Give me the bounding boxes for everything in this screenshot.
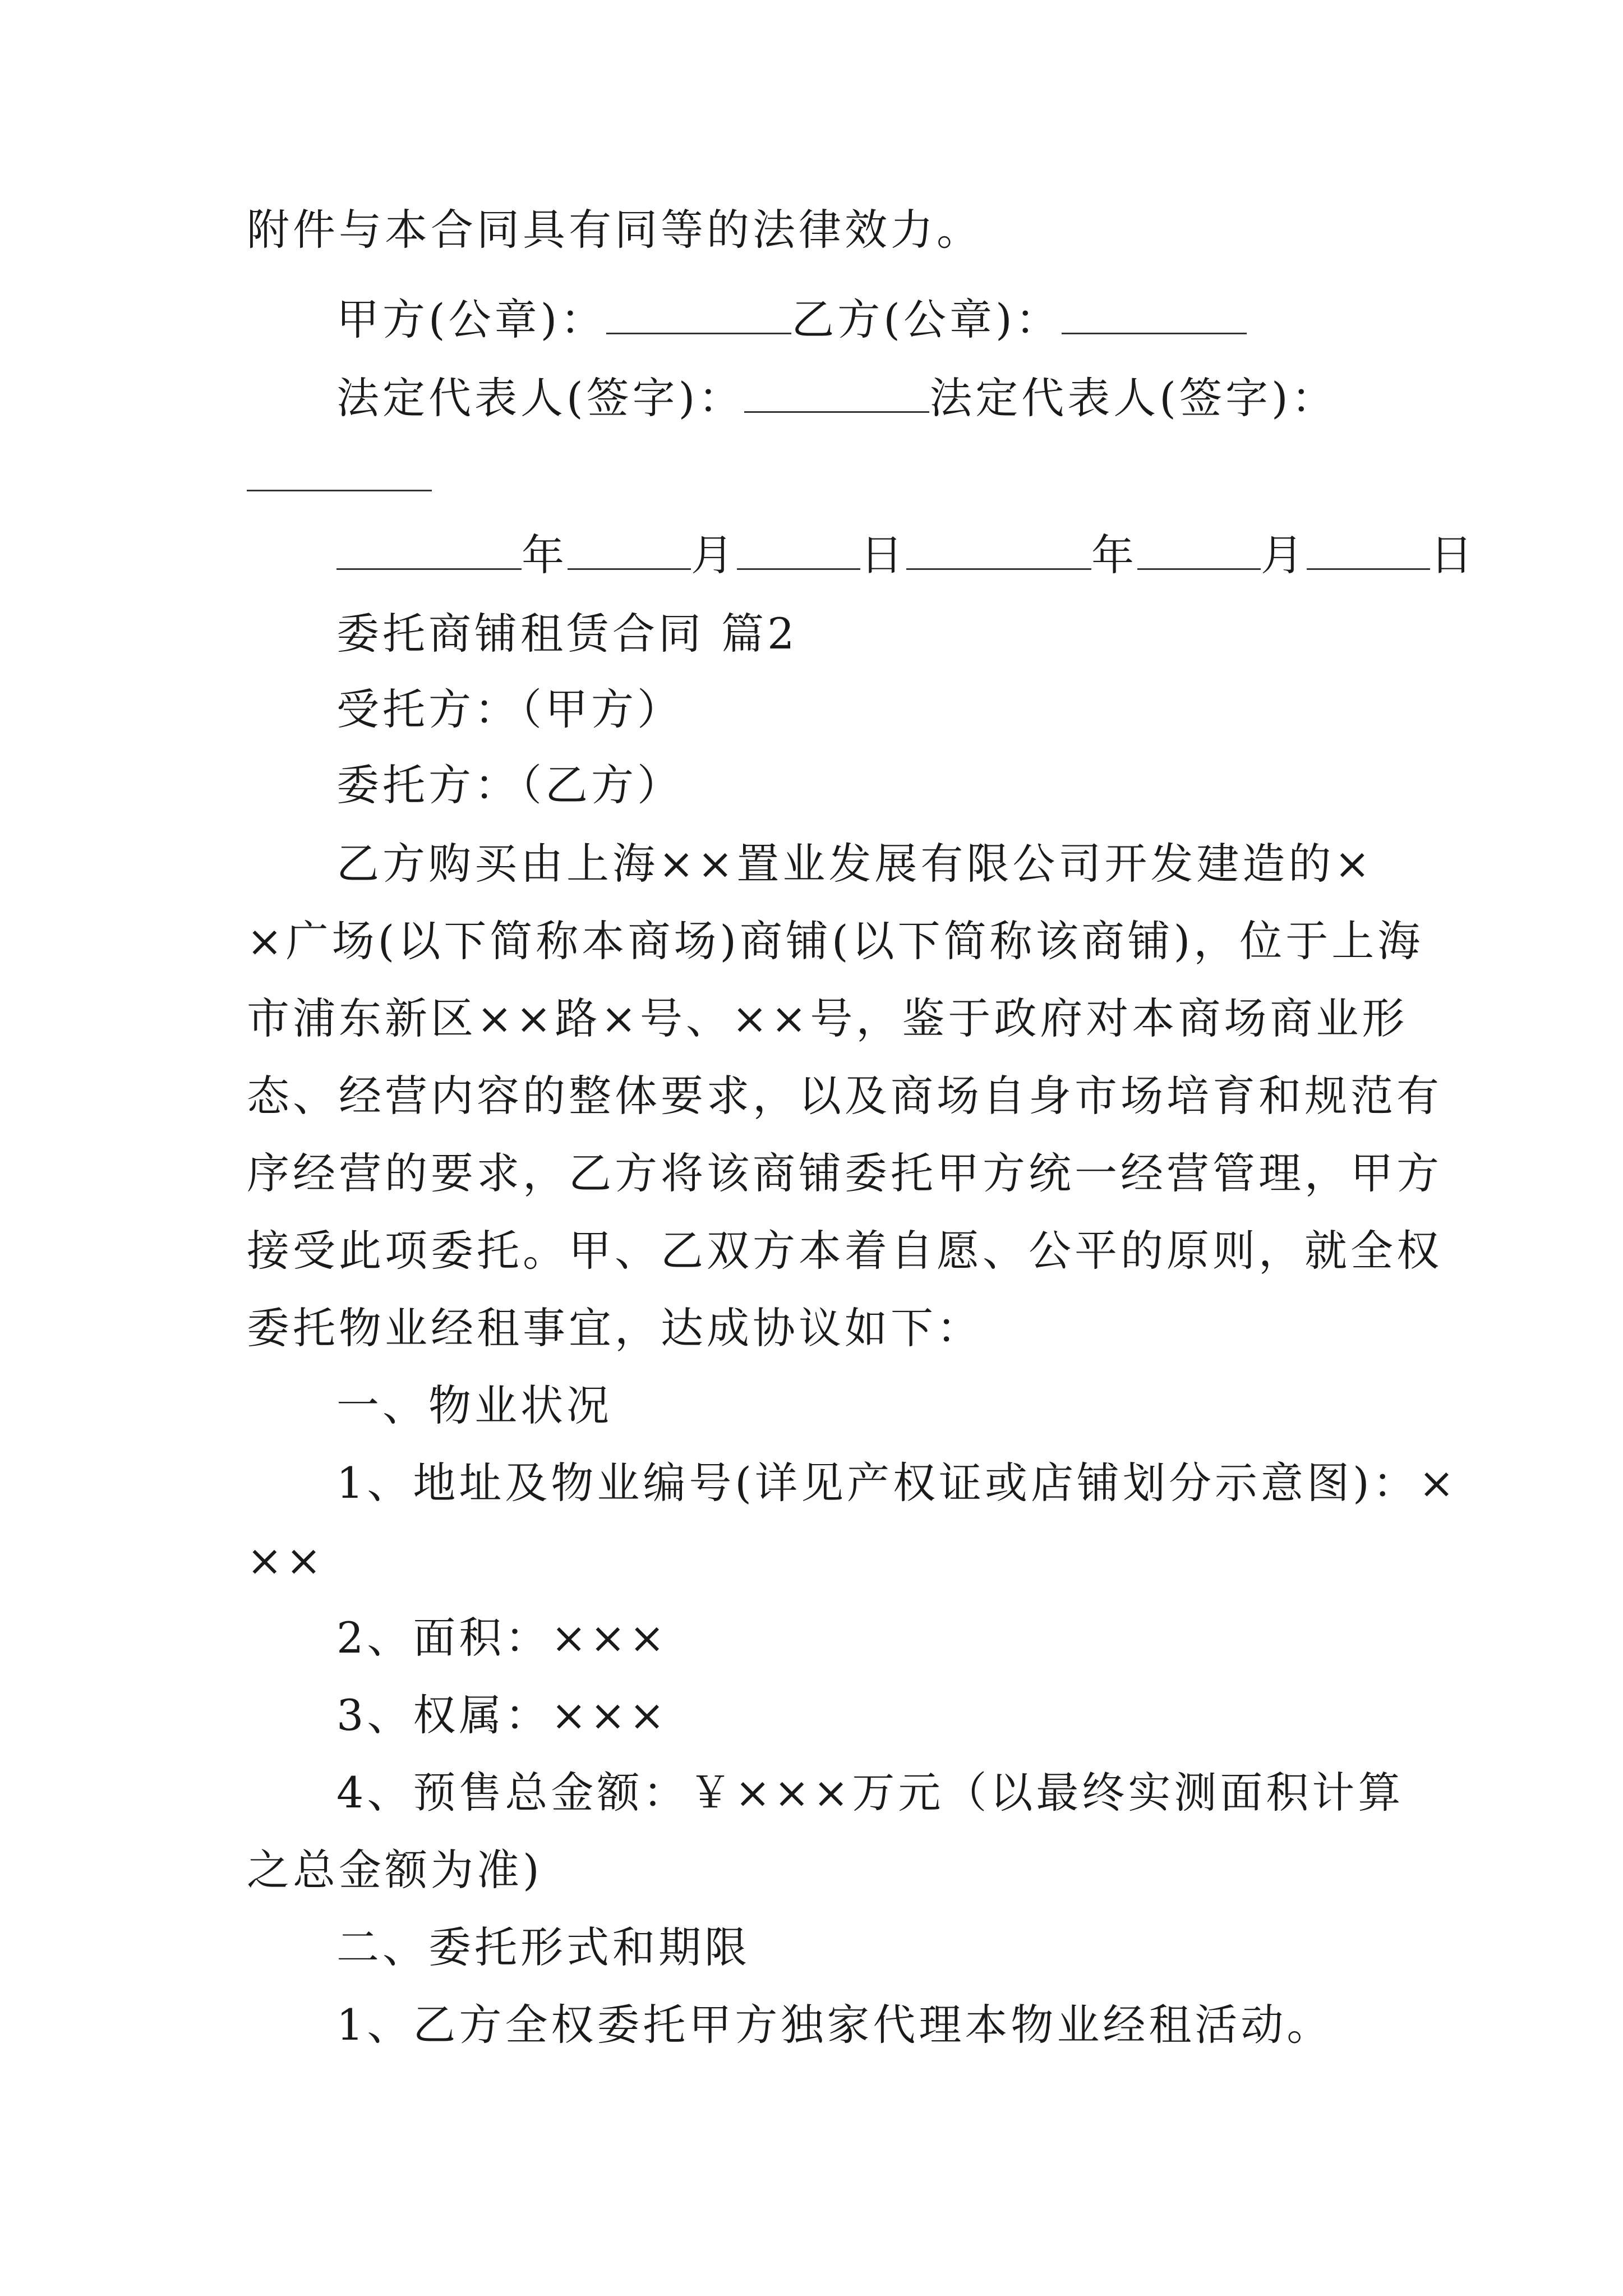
party-b-seal-label: 乙方(公章)： — [791, 295, 1062, 344]
body-paragraph-line: 乙方购买由上海××置业发展有限公司开发建造的× — [336, 839, 1374, 889]
seal-line — [336, 292, 1247, 348]
section-heading-part2: 委托商铺租赁合同 篇2 — [336, 609, 798, 659]
date-b-year-blank — [906, 529, 1091, 570]
date-a-year-blank — [336, 529, 522, 570]
paragraph-attachment-validity: 附件与本合同具有同等的法律效力。 — [247, 205, 983, 255]
date-a-month-blank — [568, 529, 691, 570]
party-a-rep-blank — [744, 372, 929, 413]
body-paragraph-line: 市浦东新区××路×号、××号，鉴于政府对本商场商业形 — [247, 993, 1408, 1043]
date-line — [336, 527, 1476, 583]
item-presale-continuation: 之总金额为准) — [247, 1845, 543, 1895]
body-paragraph-line: 接受此项委托。甲、乙双方本着自愿、公平的原则，就全权 — [247, 1226, 1442, 1276]
body-paragraph-line: 委托物业经租事宜，达成协议如下： — [247, 1303, 983, 1353]
date-b-day-blank — [1307, 529, 1430, 570]
date-a-day-blank — [737, 529, 860, 570]
party-b-rep-blank — [247, 450, 432, 491]
item-address-continuation: ×× — [247, 1535, 325, 1585]
party-a-rep-label: 法定代表人(签字)： — [336, 373, 745, 423]
item-area: 2、面积：××× — [336, 1613, 668, 1663]
date-a-month-label: 月 — [691, 530, 737, 580]
section-property-status: 一、物业状况 — [336, 1381, 612, 1430]
date-b-day-label: 日 — [1430, 530, 1476, 580]
section-entrustment-form: 二、委托形式和期限 — [336, 1922, 750, 1972]
entrustment-item-1: 1、乙方全权委托甲方独家代理本物业经租活动。 — [336, 2000, 1333, 2050]
representative-b-blank-line — [247, 449, 432, 505]
trustor-line: 委托方：（乙方） — [336, 760, 683, 810]
body-paragraph-line: ×广场(以下简称本商场)商铺(以下简称该商铺)，位于上海 — [247, 916, 1424, 966]
date-b-month-label: 月 — [1261, 530, 1307, 580]
body-paragraph-line: 态、经营内容的整体要求，以及商场自身市场培育和规范有 — [247, 1071, 1442, 1121]
party-a-seal-blank — [606, 293, 791, 334]
party-b-rep-label: 法定代表人(签字)： — [929, 373, 1338, 423]
body-paragraph-line: 序经营的要求，乙方将该商铺委托甲方统一经营管理，甲方 — [247, 1148, 1442, 1198]
party-a-seal-label: 甲方(公章)： — [336, 295, 607, 344]
representative-line — [336, 370, 1338, 426]
date-a-year-label: 年 — [522, 530, 568, 580]
trustee-line: 受托方：（甲方） — [336, 684, 683, 734]
item-address-line: 1、地址及物业编号(详见产权证或店铺划分示意图)：× — [336, 1458, 1458, 1508]
date-b-month-blank — [1137, 529, 1261, 570]
date-a-day-label: 日 — [860, 530, 906, 580]
date-b-year-label: 年 — [1091, 530, 1137, 580]
item-ownership: 3、权属：××× — [336, 1690, 668, 1740]
item-presale-amount: 4、预售总金额：￥×××万元（以最终实测面积计算 — [336, 1768, 1404, 1818]
party-b-seal-blank — [1062, 293, 1247, 334]
